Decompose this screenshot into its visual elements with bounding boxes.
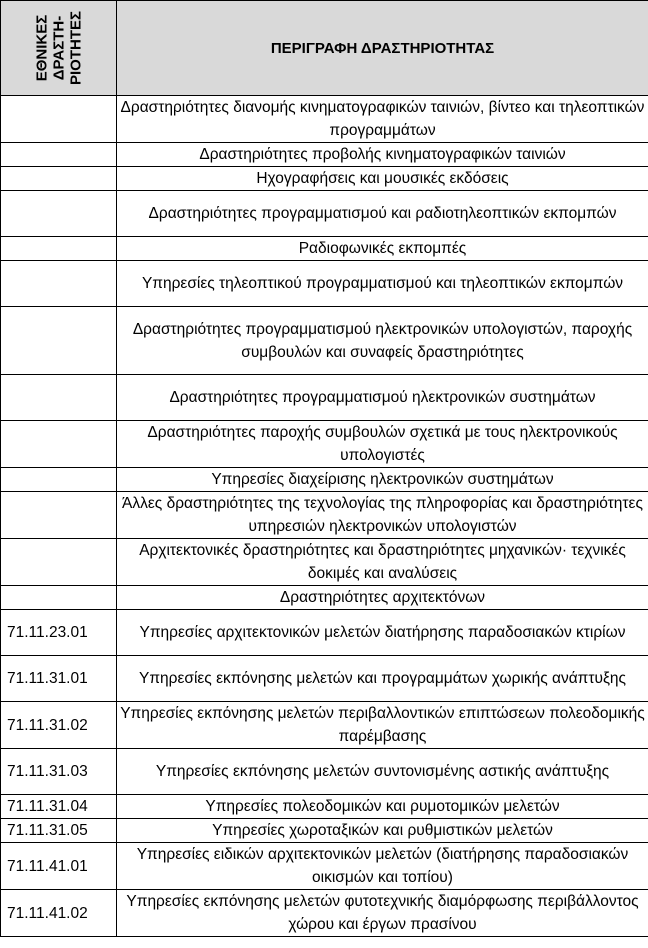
activity-description: Δραστηριότητες προγραμματισμού ηλεκτρονικών συστημάτων [117, 375, 648, 421]
activity-code [1, 421, 117, 468]
activity-description: Δραστηριότητες αρχιτεκτόνων [117, 586, 648, 610]
activity-description: Υπηρεσίες εκπόνησης μελετών φυτοτεχνικής διαμόρφωσης περιβάλλοντος χώρου και έργων πρασίνου [117, 890, 648, 937]
activity-description: Δραστηριότητες διανομής κινηματογραφικών ταινιών, βίντεο και τηλεοπτικών προγραμμάτων [117, 96, 648, 143]
activity-description: Υπηρεσίες τηλεοπτικού προγραμματισμού και τηλεοπτικών εκπομπών [117, 261, 648, 307]
table-row [1, 191, 648, 237]
activity-code: 71.11.31.04 [1, 795, 117, 819]
table-row [1, 890, 648, 937]
table-row [1, 307, 648, 375]
activity-code [1, 96, 117, 143]
table-row [1, 702, 648, 749]
activity-code [1, 539, 117, 586]
activity-code [1, 375, 117, 421]
activity-description: Υπηρεσίες χωροταξικών και ρυθμιστικών μελετών [117, 819, 648, 843]
activity-code [1, 307, 117, 375]
activity-code: 71.11.31.03 [1, 749, 117, 795]
table-row [1, 261, 648, 307]
activity-code: 71.11.31.01 [1, 656, 117, 702]
activity-description: Δραστηριότητες παροχής συμβουλών σχετικά με τους ηλεκτρονικούς υπολογιστές [117, 421, 648, 468]
table-row [1, 843, 648, 890]
table-row [1, 237, 648, 261]
table-row [1, 421, 648, 468]
table-row [1, 539, 648, 586]
activity-description: Υπηρεσίες ειδικών αρχιτεκτονικών μελετών (διατήρησης παραδοσιακών οικισμών και τοπίου) [117, 843, 648, 890]
table-row [1, 610, 648, 656]
table-row [1, 819, 648, 843]
activity-description: Υπηρεσίες εκπόνησης μελετών περιβαλλοντικών επιπτώσεων πολεοδομικής παρέμβασης [117, 702, 648, 749]
activity-code: 71.11.41.01 [1, 843, 117, 890]
table-row [1, 749, 648, 795]
activity-description: Υπηρεσίες πολεοδομικών και ρυμοτομικών μελετών [117, 795, 648, 819]
activity-description: Υπηρεσίες διαχείρισης ηλεκτρονικών συστημάτων [117, 468, 648, 492]
activity-code [1, 492, 117, 539]
activity-description: Ραδιοφωνικές εκπομπές [117, 237, 648, 261]
activity-description: Δραστηριότητες προβολής κινηματογραφικών ταινιών [117, 143, 648, 167]
code-column-header [1, 1, 117, 96]
table-row [1, 795, 648, 819]
activity-description: Αρχιτεκτονικές δραστηριότητες και δραστηριότητες μηχανικών· τεχνικές δοκιμές και αναλύσεις [117, 539, 648, 586]
table-row [1, 143, 648, 167]
activity-code [1, 167, 117, 191]
activity-description: Υπηρεσίες εκπόνησης μελετών και προγραμμάτων χωρικής ανάπτυξης [117, 656, 648, 702]
activity-code: 71.11.31.05 [1, 819, 117, 843]
activity-description: Άλλες δραστηριότητες της τεχνολογίας της πληροφορίας και δραστηριότητες υπηρεσιών ηλεκτρονικών υπολογιστών [117, 492, 648, 539]
table-row [1, 656, 648, 702]
activity-code [1, 143, 117, 167]
table-row [1, 468, 648, 492]
description-column-header: ΠΕΡΙΓΡΑΦΗ ΔΡΑΣΤΗΡΙΟΤΗΤΑΣ [117, 1, 648, 96]
activity-code [1, 261, 117, 307]
activity-description: Δραστηριότητες προγραμματισμού ηλεκτρονικών υπολογιστών, παροχής συμβουλών και συναφείς δραστηριότητες [117, 307, 648, 375]
activity-code: 71.11.31.02 [1, 702, 117, 749]
activity-description: Ηχογραφήσεις και μουσικές εκδόσεις [117, 167, 648, 191]
activity-code [1, 237, 117, 261]
table-row [1, 586, 648, 610]
activity-description: Υπηρεσίες εκπόνησης μελετών συντονισμένης αστικής ανάπτυξης [117, 749, 648, 795]
table-row [1, 96, 648, 143]
code-column-header-label: ΕΘΝΙΚΕΣ ΔΡΑΣΤΗ- ΡΙΟΤΗΤΕΣ [33, 10, 84, 86]
table-row [1, 167, 648, 191]
activity-description: Υπηρεσίες αρχιτεκτονικών μελετών διατήρησης παραδοσιακών κτιρίων [117, 610, 648, 656]
activity-description: Δραστηριότητες προγραμματισμού και ραδιοτηλεοπτικών εκπομπών [117, 191, 648, 237]
activity-code: 71.11.41.02 [1, 890, 117, 937]
activity-code: 71.11.23.01 [1, 610, 117, 656]
activity-code [1, 586, 117, 610]
activity-code [1, 468, 117, 492]
table-row [1, 492, 648, 539]
activity-code [1, 191, 117, 237]
header-row [1, 1, 648, 96]
table-row [1, 375, 648, 421]
